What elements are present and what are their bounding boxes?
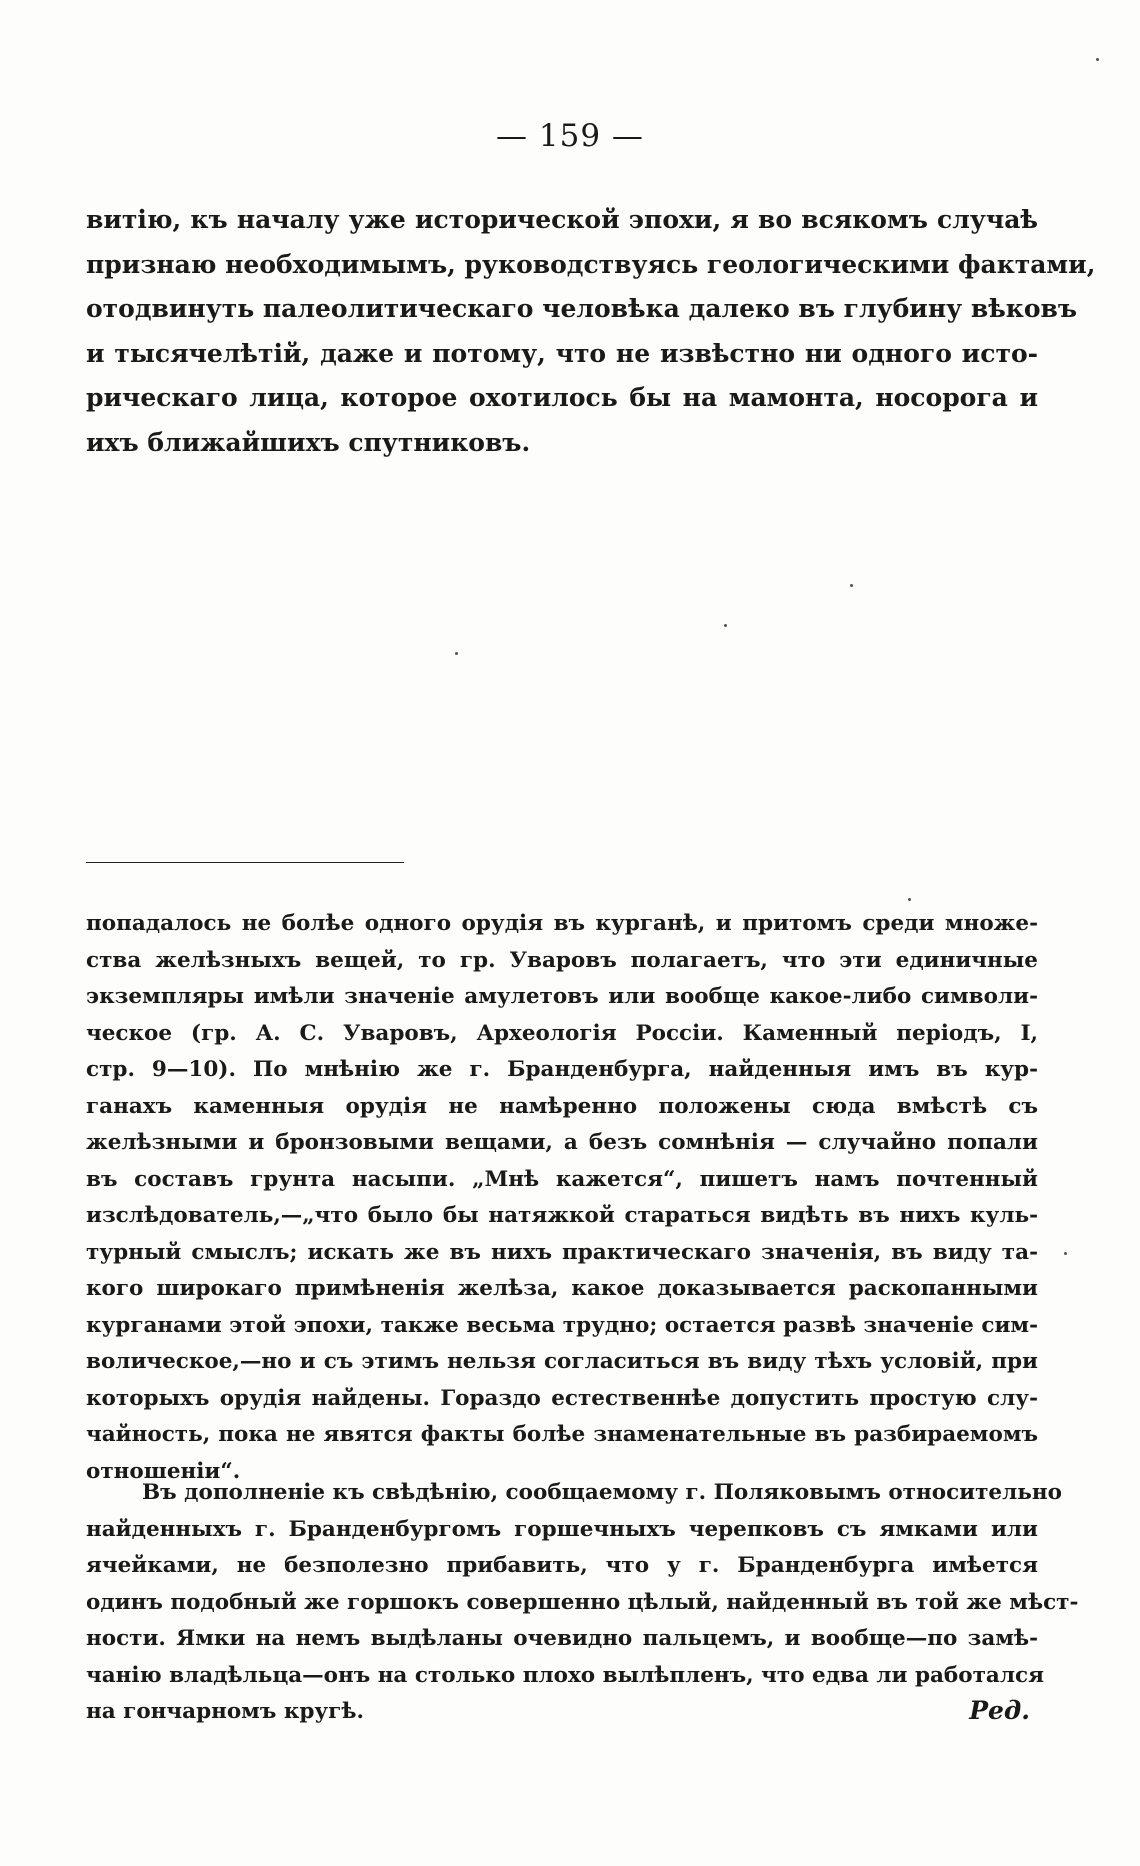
main-line: признаю необходимымъ, руководствуясь геологическими фактами,	[86, 249, 1096, 279]
editor-note-line: ности. Ямки на немъ выдѣланы очевидно пальцемъ, и вообще—по замѣ-	[86, 1626, 1038, 1651]
footnote-line: ства желѣзныхъ вещей, то гр. Уваровъ полагаетъ, что эти единичные	[86, 947, 1038, 973]
footnote-line: кого широкаго примѣненія желѣза, какое доказывается раскопанными	[86, 1276, 1038, 1301]
main-line: и тысячелѣтій, даже и потому, что не извѣстно ни одного исто-	[86, 338, 1038, 368]
editor-note	[86, 1475, 1079, 1731]
editor-note-line: одинъ подобный же горшокъ совершенно цѣлый, найденный въ той же мѣст-	[86, 1589, 1079, 1615]
paper-speck	[850, 584, 853, 587]
main-line: отодвинуть палеолитическаго человѣка далеко въ глубину вѣковъ	[86, 294, 1078, 323]
footnote-line: ческое (гр. А. С. Уваровъ, Археологія Россіи. Каменный періодъ, I,	[86, 1020, 1038, 1046]
editor-note-line: на гончарномъ кругѣ.	[86, 1699, 364, 1724]
footnote-line: турный смыслъ; искать же въ нихъ практическаго значенія, въ виду та-	[86, 1239, 1038, 1265]
editor-note-line: Въ дополненіе къ свѣдѣнію, сообщаемому г. Поляковымъ относительно	[142, 1480, 1062, 1505]
editor-signature: Ред.	[969, 1696, 1030, 1725]
footnote-line: желѣзными и бронзовыми вещами, а безъ сомнѣнія — случайно попали	[86, 1130, 1038, 1155]
footnote-line: отношеніи“.	[86, 1458, 241, 1484]
paper-speck	[724, 624, 727, 627]
footnote-line: экземпляры имѣли значеніе амулетовъ или вообще какое-либо символи-	[86, 984, 1038, 1009]
footnote-text	[86, 906, 1038, 1490]
page-number: — 159 —	[496, 118, 644, 154]
footnote-line: чайность, пока не явятся факты болѣе знаменательные въ разбираемомъ	[86, 1422, 1038, 1447]
footnote-line: ганахъ каменныя орудія не намѣренно положены сюда вмѣстѣ съ	[86, 1093, 1038, 1119]
paper-speck	[908, 898, 911, 901]
main-paragraph	[86, 198, 1096, 465]
footnote-line: которыхъ орудія найдены. Гораздо естественнѣе допустить простую слу-	[86, 1385, 1038, 1411]
footnote-divider	[86, 862, 404, 863]
main-line: витію, къ началу уже исторической эпохи, я во всякомъ случаѣ	[86, 205, 1038, 234]
editor-note-line: чанію владѣльца—онъ на столько плохо вылѣпленъ, что едва ли работался	[86, 1662, 1044, 1688]
paper-speck	[455, 652, 458, 655]
main-line: рическаго лица, которое охотилось бы на мамонта, носорога и	[86, 383, 1038, 412]
footnote-line: изслѣдователь,—„что было бы натяжкой стараться видѣть въ нихъ куль-	[86, 1203, 1038, 1228]
footnote-line: стр. 9—10). По мнѣнію же г. Бранденбурга, найденныя имъ въ кур-	[86, 1057, 1038, 1082]
editor-note-line: найденныхъ г. Бранденбургомъ горшечныхъ черепковъ съ ямками или	[86, 1516, 1038, 1542]
paper-speck	[1064, 1252, 1067, 1255]
footnote-line: волическое,—но и съ этимъ нельзя согласиться въ виду тѣхъ условій, при	[86, 1349, 1038, 1374]
footnote-line: въ составъ грунта насыпи. „Мнѣ кажется“, пишетъ намъ почтенный	[86, 1166, 1038, 1192]
main-line: ихъ ближайшихъ спутниковъ.	[86, 427, 531, 457]
paper-speck	[1096, 58, 1099, 61]
editor-note-line: ячейками, не безполезно прибавить, что у г. Бранденбурга имѣется	[86, 1553, 1038, 1578]
footnote-line: курганами этой эпохи, также весьма трудно; остается развѣ значеніе сим-	[86, 1312, 1038, 1338]
footnote-line: попадалось не болѣе одного орудія въ курганѣ, и притомъ среди множе-	[86, 911, 1038, 936]
